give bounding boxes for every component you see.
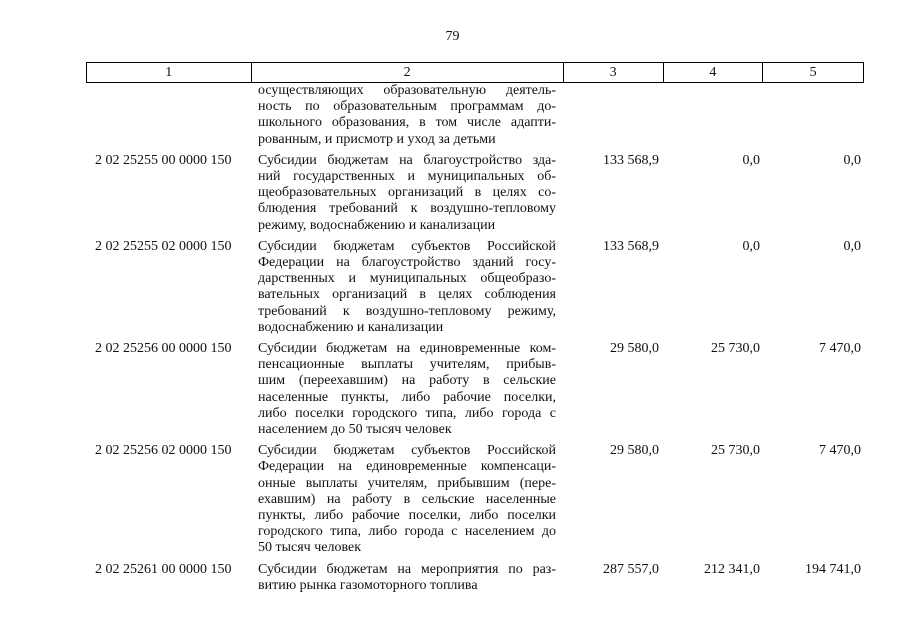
- table-row: [86, 341, 864, 438]
- value-col-5: 0,0: [843, 238, 861, 254]
- value-col-4: 0,0: [742, 152, 760, 168]
- description-line: вательных организаций в целях соблюдения: [258, 287, 556, 303]
- row-description: [258, 239, 556, 336]
- page-number: 79: [445, 29, 460, 44]
- row-description: [258, 562, 556, 594]
- description-line: витию рынка газомоторного топлива: [258, 577, 478, 593]
- description-line: 50 тысяч человек: [258, 540, 362, 556]
- value-col-3: 29 580,0: [610, 341, 659, 357]
- value-col-3: 133 568,9: [603, 152, 659, 168]
- table-row: [86, 153, 864, 234]
- value-col-4: 25 730,0: [711, 443, 760, 459]
- description-line: ний государственных и муниципальных об-: [258, 169, 556, 185]
- table-body: [86, 83, 864, 594]
- description-line: Федерации на единовременные компенсаци-: [258, 459, 556, 475]
- header-col-2: 2: [252, 63, 564, 82]
- description-line: онные выплаты учителям, прибывшим (пере-: [258, 475, 556, 491]
- value-col-4: 212 341,0: [704, 561, 760, 577]
- value-col-3: 133 568,9: [603, 238, 659, 254]
- value-col-3: 287 557,0: [603, 561, 659, 577]
- row-code: [86, 83, 258, 148]
- description-line: дарственных и муниципальных общеобразо-: [258, 271, 556, 287]
- table-row: [86, 83, 864, 148]
- description-line: Субсидии бюджетам субъектов Российской: [258, 443, 556, 459]
- table-row: [86, 239, 864, 336]
- description-line: городского типа, либо города с населением до: [258, 524, 556, 540]
- value-col-4: 25 730,0: [711, 341, 760, 357]
- description-line: осуществляющих образовательную деятель-: [258, 83, 556, 98]
- table-row: [86, 443, 864, 556]
- header-col-5: 5: [809, 65, 817, 80]
- row-code: 2 02 25256 00 0000 150: [95, 341, 232, 357]
- description-line: Субсидии бюджетам на единовременные ком-: [258, 341, 556, 357]
- description-line: населенные пункты, либо рабочие поселки,: [258, 389, 556, 405]
- description-line: либо поселки городского типа, либо города с: [258, 405, 556, 421]
- row-description: [258, 341, 556, 438]
- row-code: 2 02 25255 00 0000 150: [95, 152, 232, 168]
- header-col-4: 4: [664, 63, 764, 82]
- value-col-3: [556, 83, 659, 148]
- description-line: пенсационные выплаты учителям, прибыв-: [258, 357, 556, 373]
- description-line: Субсидии бюджетам субъектов Российской: [258, 238, 556, 254]
- description-line: блюдения требований к воздушно-тепловому: [258, 201, 556, 217]
- value-col-3: 29 580,0: [610, 443, 659, 459]
- row-description: [258, 153, 556, 234]
- table-header: [86, 62, 864, 83]
- description-line: рованным, и присмотр и уход за детьми: [258, 131, 496, 147]
- description-line: шим (переехавшим) на работу в сельские: [258, 373, 556, 389]
- header-col-3: 3: [564, 63, 664, 82]
- row-description: [258, 443, 556, 556]
- value-col-4: [659, 83, 760, 148]
- header-col-1: 1: [87, 63, 252, 82]
- value-col-5: 194 741,0: [805, 561, 861, 577]
- value-col-4: 0,0: [742, 238, 760, 254]
- description-line: водоснабжению и канализации: [258, 319, 444, 335]
- description-line: режиму, водоснабжению и канализации: [258, 217, 496, 233]
- description-line: пункты, либо рабочие поселки, либо поселки: [258, 508, 556, 524]
- row-code: 2 02 25256 02 0000 150: [95, 443, 232, 459]
- row-code: 2 02 25261 00 0000 150: [95, 561, 232, 577]
- value-col-5: 0,0: [843, 152, 861, 168]
- row-code: 2 02 25255 02 0000 150: [95, 238, 232, 254]
- value-col-5: [760, 83, 861, 148]
- description-line: щеобразовательных организаций в целях со-: [258, 185, 556, 201]
- row-description: [258, 83, 556, 148]
- description-line: школьного образования, в том числе адапти-: [258, 115, 556, 131]
- value-col-5: 7 470,0: [819, 341, 861, 357]
- description-line: ехавшим) на работу в сельские населенные: [258, 491, 556, 507]
- description-line: Федерации на благоустройство зданий госу-: [258, 255, 556, 271]
- description-line: Субсидии бюджетам на благоустройство зда-: [258, 152, 556, 168]
- description-line: ность по образовательным программам до-: [258, 99, 556, 115]
- description-line: населением до 50 тысяч человек: [258, 422, 452, 438]
- table-row: [86, 562, 864, 594]
- description-line: Субсидии бюджетам на мероприятия по раз-: [258, 561, 556, 577]
- value-col-5: 7 470,0: [819, 443, 861, 459]
- description-line: требований к воздушно-тепловому режиму,: [258, 303, 556, 319]
